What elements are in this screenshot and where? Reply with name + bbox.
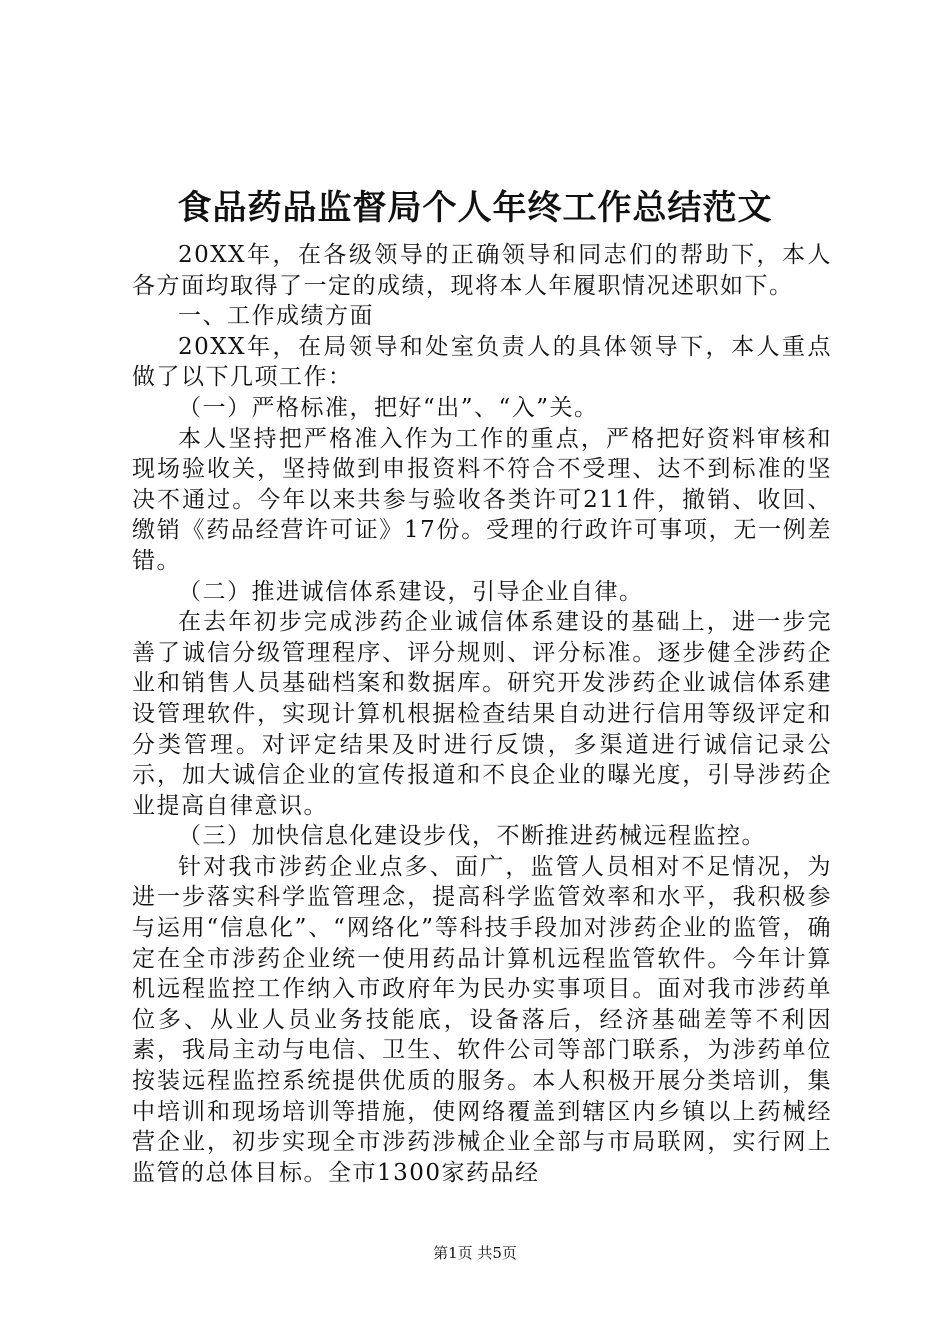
subheading-informatization: （三）加快信息化建设步伐，不断推进药械远程监控。 — [178, 823, 766, 850]
document-title: 食品药品监督局个人年终工作总结范文 — [177, 188, 773, 228]
page-number-footer: 第1页 共5页 — [433, 1244, 517, 1262]
section-heading-achievements: 一、工作成绩方面 — [178, 303, 374, 330]
document-body — [132, 240, 832, 1188]
paragraph-work-overview: 20XX年，在局领导和处室负责人的具体领导下，本人重点做了以下几项工作： — [132, 333, 832, 391]
subheading-credit-system: （二）推进诚信体系建设，引导企业自律。 — [178, 578, 644, 605]
paragraph-credit-system: 在去年初步完成涉药企业诚信体系建设的基础上，进一步完善了诚信分级管理程序、评分规则、评分标准。逐步健全涉药企业和销售人员基础档案和数据库。研究开发涉药企业诚信体系建设管理软件，实现计算机根据检查结果自动进行信用等级评定和分类管理。对评定结果及时进行反馈，多渠道进行诚信记录公示，加大诚信企业的宣传报道和不良企业的曝光度，引导涉药企业提高自律意识。 — [132, 609, 832, 819]
paragraph-informatization: 针对我市涉药企业点多、面广，监管人员相对不足情况，为进一步落实科学监管理念，提高科学监管效率和水平，我积极参与运用“信息化”、“网络化”等科技手段加对涉药企业的监管，确定在全市涉药企业统一使用药品计算机远程监管软件。今年计算机远程监控工作纳入市政府年为民办实事项目。面对我市涉药单位多、从业人员业务技能底，设备落后，经济基础差等不利因素，我局主动与电信、卫生、软件公司等部门联系，为涉药单位按装远程监控系统提供优质的服务。本人积极开展分类培训，集中培训和现场培训等措施，使网络覆盖到辖区内乡镇以上药械经营企业，初步实现全市涉药涉械企业全部与市局联网，实行网上监管的总体目标。全市1300家药品经 — [132, 853, 832, 1186]
paragraph-intro: 20XX年，在各级领导的正确领导和同志们的帮助下，本人各方面均取得了一定的成绩，现将本人年履职情况述职如下。 — [132, 242, 832, 299]
paragraph-strict-standards: 本人坚持把严格准入作为工作的重点，严格把好资料审核和现场验收关，坚持做到申报资料不符合不受理、达不到标准的坚决不通过。今年以来共参与验收各类许可211件，撤销、收回、缴销《药品经营许可证》17份。受理的行政许可事项，无一例差错。 — [132, 425, 832, 574]
subheading-strict-standards: （一）严格标准，把好“出”、“入”关。 — [178, 394, 599, 421]
